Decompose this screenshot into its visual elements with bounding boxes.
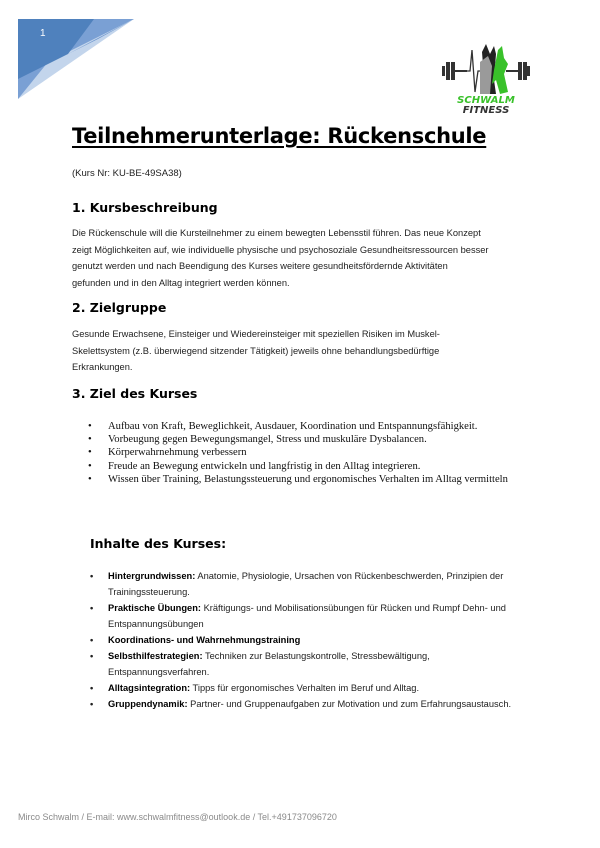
text-line: Erkrankungen. xyxy=(72,362,133,372)
item-label: Gruppendynamik: xyxy=(108,699,188,709)
list-item xyxy=(90,600,530,632)
section-heading-kursbeschreibung: 1. Kursbeschreibung xyxy=(72,200,218,215)
list-item xyxy=(90,648,530,680)
item-text: Tipps für ergonomisches Verhalten im Beruf und Alltag. xyxy=(190,683,420,693)
schwalm-fitness-logo xyxy=(438,40,534,118)
list-item: • Wissen über Training, Belastungssteuerung und ergonomisches Verhalten im Alltag vermitteln xyxy=(88,473,528,486)
list-item: • Aufbau von Kraft, Beweglichkeit, Ausdauer, Koordination und Entspannungsfähigkeit. xyxy=(88,420,528,433)
list-item xyxy=(90,680,530,696)
text-line: Gesunde Erwachsene, Einsteiger und Wiedereinsteiger mit speziellen Risiken im Muskel- xyxy=(72,329,440,339)
page-title: Teilnehmerunterlage: Rückenschule xyxy=(72,124,487,148)
text-line: Skelettsystem (z.B. überwiegend sitzender Tätigkeit) jeweils ohne behandlungsbedürftige xyxy=(72,345,440,356)
section-text-zielgruppe xyxy=(72,326,542,376)
list-item xyxy=(90,568,530,600)
list-item xyxy=(90,632,530,648)
goals-list xyxy=(88,420,528,486)
item-label: Alltagsintegration: xyxy=(108,683,191,693)
list-item: • Körperwahrnehmung verbessern xyxy=(88,446,528,459)
section-heading-ziel-des-kurses: 3. Ziel des Kurses xyxy=(72,386,198,401)
section-heading-zielgruppe: 2. Zielgruppe xyxy=(72,300,167,315)
item-label: Hintergrundwissen: xyxy=(108,571,196,581)
page-number: 1 xyxy=(40,28,46,39)
section-text-kursbeschreibung xyxy=(72,225,542,291)
corner-triangle-decoration xyxy=(18,19,134,99)
section-heading-inhalte: Inhalte des Kurses: xyxy=(90,536,227,551)
item-text: Kräftigungs- und Mobilisationsübungen für Rücken und Rumpf Dehn- und Entspannungsübungen xyxy=(108,603,506,629)
list-item: • Vorbeugung gegen Bewegungsmangel, Stress und muskuläre Dysbalancen. xyxy=(88,433,528,446)
logo-text-fitness: FITNESS xyxy=(462,105,510,116)
text-line: gefunden und in den Alltag integriert werden können. xyxy=(72,277,290,288)
text-line: genutzt werden und nach Beendigung des Kurses weitere gesundheitsfördernde Aktivitäten xyxy=(72,261,448,271)
text-line: Die Rückenschule will die Kursteilnehmer zu einem bewegten Lebensstil führen. Das neue Konzept xyxy=(72,228,481,238)
logo-text-schwalm: SCHWALM xyxy=(457,95,515,106)
contents-list xyxy=(90,568,530,712)
item-label: Praktische Übungen: xyxy=(108,603,201,613)
list-item xyxy=(90,696,530,712)
item-label: Koordinations- und Wahrnehmungstraining xyxy=(108,635,301,645)
item-text: Partner- und Gruppenaufgaben zur Motivation und zum Erfahrungsaustausch. xyxy=(187,699,512,709)
footer-contact: Mirco Schwalm / E-mail: www.schwalmfitness@outlook.de / Tel.+491737096720 xyxy=(18,812,337,822)
course-number: (Kurs Nr: KU-BE-49SA38) xyxy=(72,168,182,179)
list-item: • Freude an Bewegung entwickeln und langfristig in den Alltag integrieren. xyxy=(88,460,528,473)
text-line: zeigt Möglichkeiten auf, wie individuelle physische und psychosoziale Gesundheitsressourcen besser xyxy=(72,244,489,255)
item-label: Selbsthilfestrategien: xyxy=(108,651,203,661)
item-text: Anatomie, Physiologie, Ursachen von Rückenbeschwerden, Prinzipien der Trainingssteuerung. xyxy=(108,571,504,597)
item-text: Techniken zur Belastungskontrolle, Stressbewältigung, Entspannungsverfahren. xyxy=(108,651,430,677)
